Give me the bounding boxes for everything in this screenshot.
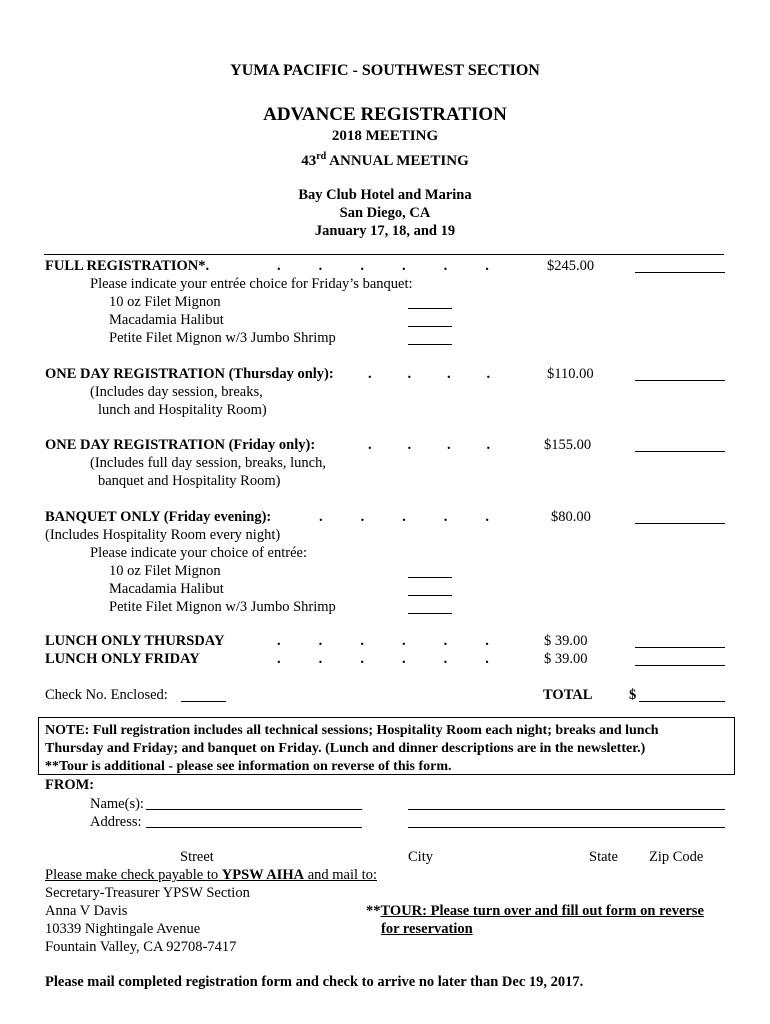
note-line-2: Thursday and Friday; and banquet on Friday. (Lunch and dinner descriptions are in the newsletter.) — [45, 741, 646, 756]
banquet-choice-halibut-blank[interactable] — [408, 595, 452, 596]
payable-prefix: Please make check payable to — [45, 867, 222, 883]
total-currency: $ — [629, 687, 637, 703]
leader-dots: . . . . — [367, 437, 491, 453]
names-field[interactable] — [146, 809, 362, 810]
mail-to-line-1: Secretary-Treasurer YPSW Section — [45, 885, 250, 901]
banquet-choice-halibut: Macadamia Halibut — [109, 581, 224, 597]
annual-meeting — [0, 148, 770, 170]
banquet-only-label: BANQUET ONLY (Friday evening): — [45, 509, 272, 525]
full-choice-halibut-blank[interactable] — [408, 326, 452, 327]
check-number-blank[interactable] — [181, 701, 226, 702]
full-registration-price: $245.00 — [547, 258, 595, 274]
one-day-thursday-desc-1: (Includes day session, breaks, — [90, 384, 263, 400]
one-day-thursday-amount-blank[interactable] — [635, 380, 725, 381]
city-caption: City — [408, 849, 433, 865]
lunch-thursday-amount-blank[interactable] — [635, 647, 725, 648]
state-caption: State — [589, 849, 618, 865]
total-amount-blank[interactable] — [639, 701, 725, 702]
one-day-friday-desc-1: (Includes full day session, breaks, lunch, — [90, 455, 326, 471]
names-label: Name(s): — [90, 796, 144, 812]
payable-payee: YPSW AIHA — [221, 867, 305, 883]
mail-to-line-3: 10339 Nightingale Avenue — [45, 921, 201, 937]
banquet-choice-petite: Petite Filet Mignon w/3 Jumbo Shrimp — [109, 599, 336, 615]
full-choice-filet-blank[interactable] — [408, 308, 452, 309]
banquet-only-price: $80.00 — [551, 509, 591, 525]
one-day-friday-amount-blank[interactable] — [635, 451, 725, 452]
one-day-thursday-desc-2: lunch and Hospitality Room) — [98, 402, 267, 418]
banquet-choice-petite-blank[interactable] — [408, 613, 452, 614]
leader-dots: . . . . . . — [277, 258, 489, 274]
lunch-friday-price: $ 39.00 — [544, 651, 588, 667]
total-label: TOTAL — [543, 687, 593, 703]
mail-to-line-2: Anna V Davis — [45, 903, 128, 919]
payable-suffix: and mail to: — [304, 867, 377, 883]
venue-city: San Diego, CA — [339, 205, 431, 221]
banquet-only-instruction: Please indicate your choice of entrée: — [90, 545, 307, 561]
meeting-year: 2018 MEETING — [331, 128, 439, 144]
header-divider — [44, 254, 724, 255]
check-number-label: Check No. Enclosed: — [45, 687, 168, 703]
one-day-thursday-label: ONE DAY REGISTRATION (Thursday only): — [45, 366, 334, 382]
banquet-only-desc: (Includes Hospitality Room every night) — [45, 527, 281, 543]
note-line-1: NOTE: Full registration includes all technical sessions; Hospitality Room each night; breaks and lunch — [45, 723, 659, 738]
from-label: FROM: — [45, 777, 95, 793]
meeting-dates: January 17, 18, and 19 — [314, 223, 456, 239]
leader-dots: . . . . . . — [277, 651, 489, 667]
leader-dots: . . . . . — [318, 509, 489, 525]
banquet-only-amount-blank[interactable] — [635, 523, 725, 524]
one-day-friday-price: $155.00 — [544, 437, 592, 453]
full-registration-amount-blank[interactable] — [635, 272, 725, 273]
lunch-friday-amount-blank[interactable] — [635, 665, 725, 666]
address-city-field[interactable] — [408, 827, 725, 828]
mail-deadline-notice: Please mail completed registration form and check to arrive no later than Dec 19, 2017. — [45, 974, 584, 990]
full-choice-petite-blank[interactable] — [408, 344, 452, 345]
tour-line-2: for reservation — [381, 921, 473, 937]
lunch-friday-label: LUNCH ONLY FRIDAY — [45, 651, 200, 667]
full-registration-instruction: Please indicate your entrée choice for Friday’s banquet: — [90, 276, 413, 292]
tour-notice — [366, 902, 704, 920]
banquet-choice-filet: 10 oz Filet Mignon — [109, 563, 221, 579]
street-caption: Street — [180, 849, 214, 865]
venue: Bay Club Hotel and Marina — [298, 187, 472, 203]
annual-number: 43 — [301, 153, 317, 169]
lunch-thursday-label: LUNCH ONLY THURSDAY — [45, 633, 225, 649]
banquet-choice-filet-blank[interactable] — [408, 577, 452, 578]
names-field-2[interactable] — [408, 809, 725, 810]
leader-dots: . . . . . . — [277, 633, 489, 649]
zip-caption: Zip Code — [649, 849, 704, 865]
full-choice-petite: Petite Filet Mignon w/3 Jumbo Shrimp — [109, 330, 336, 346]
one-day-thursday-price: $110.00 — [547, 366, 594, 382]
annual-text: ANNUAL MEETING — [326, 153, 469, 169]
page-title: ADVANCE REGISTRATION — [263, 104, 507, 125]
one-day-friday-label: ONE DAY REGISTRATION (Friday only): — [45, 437, 316, 453]
payable-instruction — [45, 866, 377, 884]
address-street-field[interactable] — [146, 827, 362, 828]
note-line-3: **Tour is additional - please see information on reverse of this form. — [45, 759, 452, 774]
tour-line-1: TOUR: Please turn over and fill out form on reverse — [380, 903, 704, 919]
one-day-friday-desc-2: banquet and Hospitality Room) — [98, 473, 281, 489]
annual-ordinal: rd — [316, 151, 327, 162]
lunch-thursday-price: $ 39.00 — [544, 633, 588, 649]
full-choice-halibut: Macadamia Halibut — [109, 312, 224, 328]
address-label: Address: — [90, 814, 142, 830]
full-choice-filet: 10 oz Filet Mignon — [109, 294, 221, 310]
section-title: YUMA PACIFIC - SOUTHWEST SECTION — [230, 62, 540, 79]
full-registration-label: FULL REGISTRATION*. — [45, 258, 210, 274]
tour-prefix: ** — [366, 903, 381, 919]
leader-dots: . . . . — [367, 366, 491, 382]
mail-to-line-4: Fountain Valley, CA 92708-7417 — [45, 939, 237, 955]
